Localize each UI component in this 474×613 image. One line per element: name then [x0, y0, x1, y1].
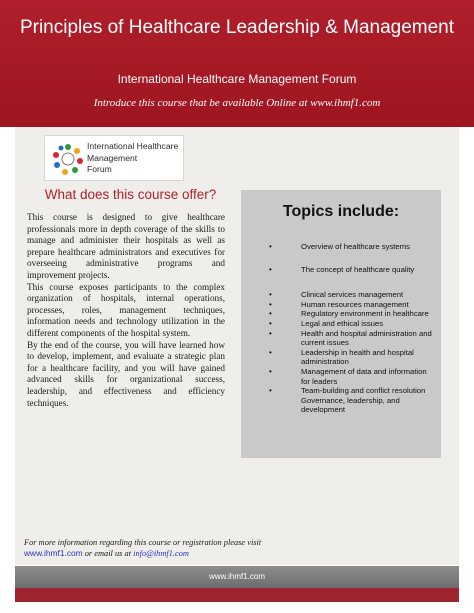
contact-info: [24, 537, 454, 559]
topic-item: • Health and hospital administration and current issues: [269, 328, 432, 348]
forum-logo: [44, 135, 184, 181]
course-description: [27, 212, 225, 409]
topic-item: • Management of data and information for leaders: [269, 366, 427, 386]
topic-item: • Regulatory environment in healthcare: [269, 309, 429, 319]
topic-item: • Overview of healthcare systems: [269, 242, 410, 251]
description-paragraph-3: By the end of the course, you will have learned how to develop, implement, and evaluate a strategic plan for a healthcare facility, and you will have gained advanced skills for organizational success, leadership, and effectiveness and efficiency techniques.: [27, 339, 225, 408]
course-title: Principles of Healthcare Leadership & Management: [19, 17, 455, 38]
header-banner: [0, 0, 474, 127]
topic-item: Governance, leadership, and development: [301, 395, 400, 415]
logo-text: [87, 141, 183, 176]
topic-item: • The concept of healthcare quality: [269, 264, 415, 274]
or-email-text: or email us at: [84, 549, 132, 558]
topics-heading: Topics include:: [282, 203, 400, 220]
forum-subtitle: International Healthcare Management Forum: [117, 72, 357, 86]
logo-line-3: Forum: [87, 164, 112, 174]
topics-box: [241, 190, 441, 458]
email-link[interactable]: info@ihmf1.com: [133, 549, 189, 558]
logo-line-1: International Healthcare: [87, 141, 179, 151]
offer-heading: What does this course offer?: [44, 187, 217, 202]
footer-website[interactable]: www.ihmf1.com: [208, 572, 265, 581]
description-paragraph-2: This course exposes participants to the complex organization of hospitals, internal operations, processes, roles, management techniques, information needs and technology utilization in the different components of the hospital system.: [27, 281, 225, 338]
contact-line-1: For more information regarding this course or registration please visit: [24, 538, 262, 547]
logo-ring-icon: [51, 141, 85, 177]
description-paragraph-1: This course is designed to give healthcare professionals more in depth coverage of the skills to manage and administer their hospitals as well as prepare healthcare administrators and executives for overseeing administrative programs and improvement projects.: [27, 212, 225, 280]
contact-line-2: [24, 548, 454, 559]
website-link[interactable]: www.ihmf1.com: [24, 548, 83, 558]
topics-list: [241, 242, 441, 415]
topic-item: • Clinical services management: [269, 290, 404, 300]
logo-line-2: Management: [87, 152, 138, 163]
footer-red-band: [15, 588, 459, 602]
online-intro: Introduce this course that be available Online at www.ihmf1.com: [93, 97, 381, 109]
topic-item: • Team-building and conflict resolution: [269, 386, 426, 396]
topic-item: • Legal and ethical issues: [269, 318, 384, 328]
topic-item: • Leadership in health and hospital administration: [269, 347, 414, 367]
topic-item: • Human resources management: [269, 299, 409, 309]
